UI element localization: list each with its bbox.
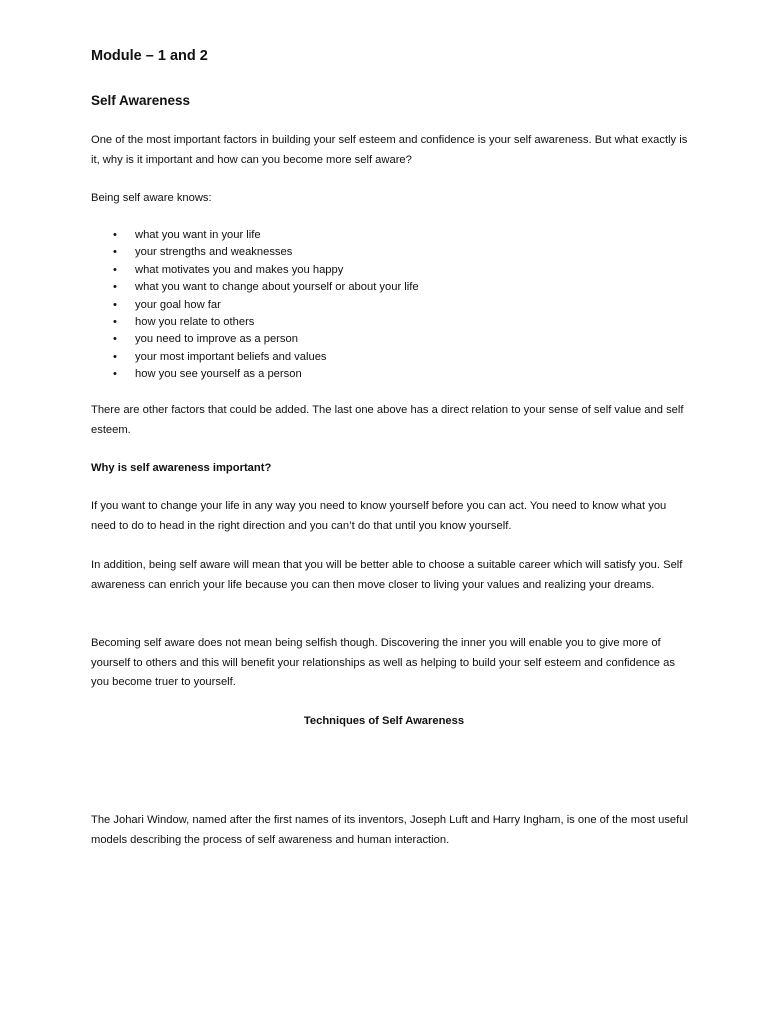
module-title: Module – 1 and 2 — [91, 48, 208, 64]
list-item-text: what you want in your life — [135, 229, 261, 241]
list-item — [113, 366, 673, 383]
self-aware-list — [113, 227, 673, 384]
list-item — [113, 331, 673, 348]
list-item-text: you need to improve as a person — [135, 333, 298, 346]
becoming-paragraph: Becoming self aware does not mean being selfish though. Discovering the inner you will enable you to give more of yourself to others and this will benefit your relationships as well as helping to build your self esteem and confidence as you become truer to yourself. — [91, 637, 675, 688]
list-item — [113, 244, 673, 261]
addition-paragraph: In addition, being self aware will mean that you will be better able to choose a suitable career which will satisfy you. Self awareness can enrich your life because you can then move closer to living your values and realizing your dreams. — [91, 559, 683, 591]
bullet-icon: • — [113, 229, 117, 241]
bullet-icon: • — [113, 350, 117, 363]
knows-label: Being self aware knows: — [91, 192, 212, 204]
bullet-icon: • — [113, 263, 117, 276]
list-item-text: your most important beliefs and values — [135, 350, 327, 363]
section-title: Self Awareness — [91, 93, 191, 108]
bullet-icon: • — [113, 281, 117, 294]
list-item-text: what you want to change about yourself or about your life — [135, 281, 419, 294]
bullet-icon: • — [113, 298, 117, 311]
list-item-text: how you relate to others — [135, 316, 255, 329]
list-item — [113, 262, 673, 279]
bullet-icon: • — [113, 246, 117, 259]
bullet-icon: • — [113, 333, 117, 346]
change-paragraph: If you want to change your life in any way you need to know yourself before you can act. You need to know what you need to do to head in the right direction and you can’t do that until you know yourself. — [91, 500, 667, 532]
other-factors-paragraph: There are other factors that could be added. The last one above has a direct relation to your sense of self value and self esteem. — [91, 404, 684, 436]
list-item — [113, 314, 673, 331]
why-heading: Why is self awareness important? — [91, 462, 272, 474]
list-item-text: what motivates you and makes you happy — [135, 263, 344, 276]
techniques-heading: Techniques of Self Awareness — [303, 715, 465, 727]
bullet-icon: • — [113, 368, 117, 381]
johari-paragraph: The Johari Window, named after the first names of its inventors, Joseph Luft and Harry Ingham, is one of the most useful models describing the process of self awareness and human interaction. — [91, 814, 688, 846]
list-item-text: your goal how far — [135, 298, 221, 311]
list-item — [113, 227, 673, 244]
list-item — [113, 297, 673, 314]
bullet-icon: • — [113, 316, 117, 329]
list-item-text: how you see yourself as a person — [135, 368, 302, 381]
list-item — [113, 279, 673, 296]
list-item — [113, 349, 673, 366]
intro-paragraph: One of the most important factors in building your self esteem and confidence is your self awareness. But what exactly is it, why is it important and how can you become more self aware? — [91, 134, 688, 166]
list-item-text: your strengths and weaknesses — [135, 246, 293, 259]
